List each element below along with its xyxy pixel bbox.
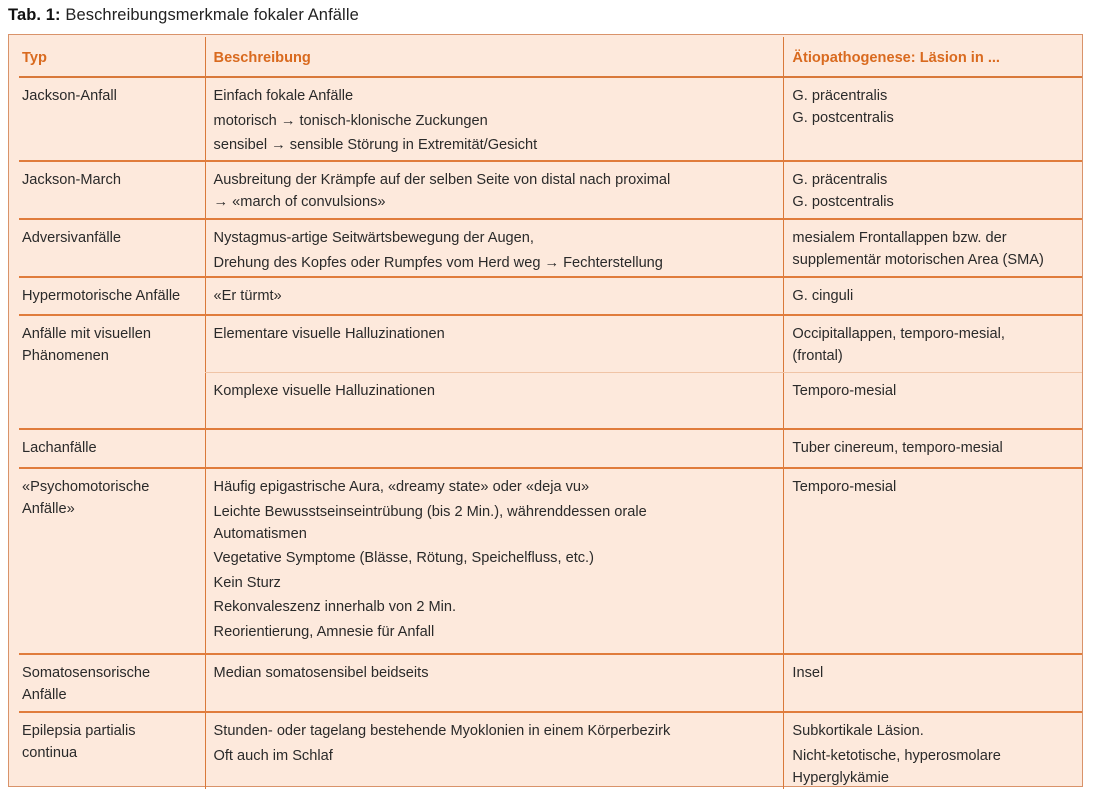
typ-text: Jackson-Anfall: [22, 88, 117, 104]
table-row: [19, 468, 1082, 654]
cell-typ: [19, 429, 205, 468]
cell-typ: [19, 219, 205, 277]
cell-aetiologie: [784, 161, 1082, 219]
caption-title: Beschreibungsmerkmale fokaler Anfälle: [65, 6, 359, 24]
desc-line: Ausbreitung der Krämpfe auf der selben Seite von distal nach proximal: [213, 172, 671, 188]
aet-line: mesialem Frontallappen bzw. der: [792, 230, 1007, 246]
cell-beschreibung: [205, 429, 784, 468]
desc-line: Reorientierung, Amnesie für Anfall: [213, 623, 435, 640]
desc-line: Elementare visuelle Halluzinationen: [213, 326, 445, 342]
aet-line: Temporo-mesial: [792, 382, 897, 399]
desc-line: Oft auch im Schlaf: [213, 747, 333, 764]
aet-line: Tuber cinereum, temporo-mesial: [792, 440, 1003, 456]
cell-aetiologie: [784, 468, 1082, 654]
table-row: [19, 77, 1082, 161]
typ-text: Adversivanfälle: [22, 230, 121, 246]
desc-line: Komplexe visuelle Halluzinationen: [213, 382, 435, 399]
desc-line: Kein Sturz: [213, 574, 281, 591]
findings-table: [19, 37, 1082, 789]
typ-text: Phänomenen: [22, 348, 109, 364]
desc-line: «Er türmt»: [213, 288, 282, 304]
caption-label: Tab. 1:: [8, 6, 61, 24]
cell-beschreibung: [205, 372, 784, 429]
table-row: [19, 712, 1082, 789]
desc-line: Drehung des Kopfes oder Rumpfes vom Herd weg → Fechterstellung: [213, 254, 663, 271]
table-row: [19, 429, 1082, 468]
cell-beschreibung: [205, 315, 784, 372]
table-frame: [8, 34, 1083, 787]
cell-beschreibung: [205, 712, 784, 789]
table-row: [19, 654, 1082, 712]
cell-aetiologie: [784, 315, 1082, 372]
desc-line: Stunden- oder tagelang bestehende Myoklonien in einem Körperbezirk: [213, 723, 671, 739]
typ-text: Hypermotorische Anfälle: [22, 288, 181, 304]
cell-typ: [19, 315, 205, 429]
aet-line: G. postcentralis: [792, 194, 894, 210]
typ-text: «Psychomotorische: [22, 479, 150, 495]
typ-text: Anfälle mit visuellen: [22, 326, 151, 342]
desc-line: Leichte Bewusstseinseintrübung (bis 2 Min.), währenddessen orale Automatismen: [213, 503, 647, 542]
typ-text: Lachanfälle: [22, 440, 97, 456]
aet-line: G. präcentralis: [792, 88, 888, 104]
typ-text: Anfälle»: [22, 501, 75, 517]
aet-line: Occipitallappen, temporo-mesial,: [792, 326, 1005, 342]
table-header-row: [19, 37, 1082, 77]
cell-aetiologie: [784, 429, 1082, 468]
cell-typ: [19, 77, 205, 161]
desc-line: Nystagmus-artige Seitwärtsbewegung der Augen,: [213, 230, 534, 246]
aet-line: G. cinguli: [792, 288, 854, 304]
cell-typ: [19, 712, 205, 789]
aet-line: (frontal): [792, 348, 843, 364]
cell-beschreibung: [205, 161, 784, 219]
typ-text: Jackson-March: [22, 172, 121, 188]
cell-beschreibung: [205, 654, 784, 712]
cell-beschreibung: [205, 219, 784, 277]
aet-line: Subkortikale Läsion.: [792, 723, 924, 739]
aet-line: G. präcentralis: [792, 172, 888, 188]
desc-line: sensibel → sensible Störung in Extremität/Gesicht: [213, 137, 538, 153]
header-typ: Typ: [19, 37, 205, 77]
cell-aetiologie: [784, 77, 1082, 161]
aet-line: Temporo-mesial: [792, 479, 897, 495]
cell-typ: [19, 468, 205, 654]
table-row: [19, 315, 1082, 372]
typ-text: Epilepsia partialis: [22, 723, 136, 739]
typ-text: continua: [22, 745, 78, 761]
table-row: [19, 219, 1082, 277]
table-row: [19, 161, 1082, 219]
table-caption: [8, 6, 359, 25]
cell-beschreibung: [205, 468, 784, 654]
typ-text: Anfälle: [22, 687, 67, 703]
aet-line: G. postcentralis: [792, 110, 894, 126]
desc-line: → «march of convulsions»: [213, 194, 386, 210]
aet-line: Nicht-ketotische, hyperosmolare Hyperglykämie: [792, 747, 1001, 786]
cell-aetiologie: [784, 219, 1082, 277]
cell-beschreibung: [205, 77, 784, 161]
cell-aetiologie: [784, 654, 1082, 712]
desc-line: Vegetative Symptome (Blässe, Rötung, Speichelfluss, etc.): [213, 550, 594, 566]
cell-aetiologie: [784, 277, 1082, 315]
aet-line: supplementär motorischen Area (SMA): [792, 252, 1044, 268]
cell-aetiologie: [784, 372, 1082, 429]
cell-aetiologie: [784, 712, 1082, 789]
cell-typ: [19, 277, 205, 315]
header-beschreibung: Beschreibung: [205, 37, 784, 77]
typ-text: Somatosensorische: [22, 665, 151, 681]
desc-line: Rekonvaleszenz innerhalb von 2 Min.: [213, 599, 457, 615]
desc-line: Einfach fokale Anfälle: [213, 88, 354, 104]
desc-line: motorisch → tonisch-klonische Zuckungen: [213, 112, 488, 129]
header-aetiologie: Ätiopathogenese: Läsion in ...: [784, 37, 1082, 77]
cell-typ: [19, 654, 205, 712]
desc-line: Häufig epigastrische Aura, «dreamy state» oder «deja vu»: [213, 479, 590, 495]
cell-beschreibung: [205, 277, 784, 315]
desc-line: Median somatosensibel beidseits: [213, 665, 429, 681]
table-row: [19, 277, 1082, 315]
cell-typ: [19, 161, 205, 219]
aet-line: Insel: [792, 665, 824, 681]
